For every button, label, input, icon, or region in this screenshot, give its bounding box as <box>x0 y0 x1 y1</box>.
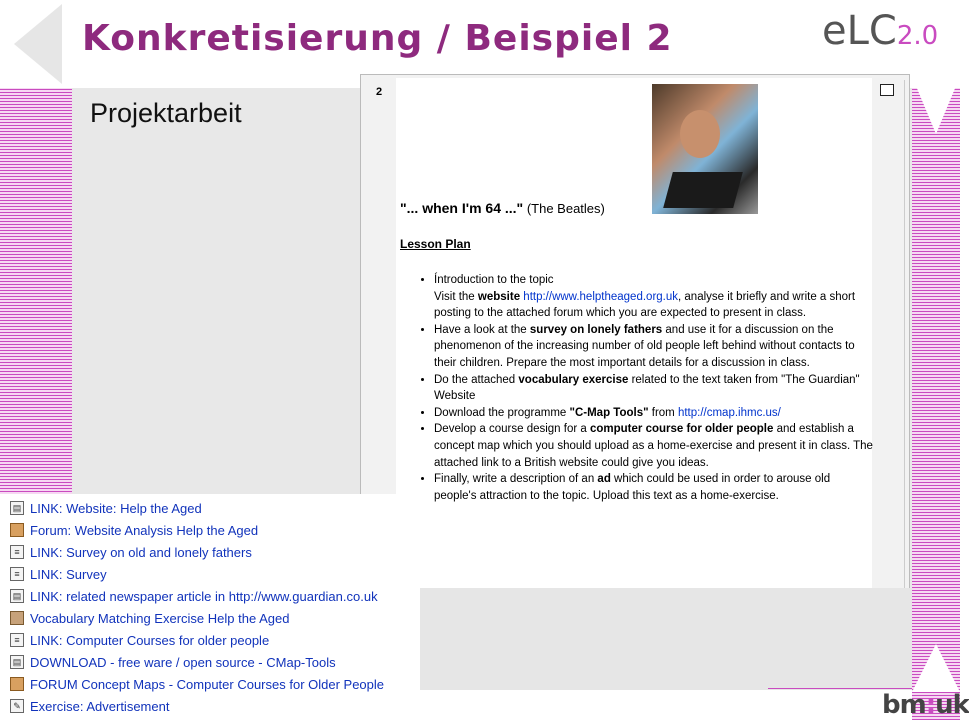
link-page-icon: ▤ <box>10 655 24 669</box>
activity-quiz[interactable]: Vocabulary Matching Exercise Help the Aged <box>10 608 289 628</box>
link-page-icon: ▤ <box>10 501 24 515</box>
text-file-icon: ≡ <box>10 567 24 581</box>
forum-icon <box>10 677 24 691</box>
activity-link[interactable]: ≡ LINK: Survey on old and lonely fathers <box>10 542 252 562</box>
activity-link[interactable]: ▤ LINK: Website: Help the Aged <box>10 498 202 518</box>
slide-title: Konkretisierung / Beispiel 2 <box>82 18 673 59</box>
accent-line <box>768 688 912 689</box>
activity-download[interactable]: ▤ DOWNLOAD - free ware / open source - CMap-Tools <box>10 652 336 672</box>
forum-icon <box>10 523 24 537</box>
topic-quote <box>400 200 605 216</box>
quiz-icon <box>10 611 24 625</box>
cmap-link[interactable]: http://cmap.ihmc.us/ <box>677 406 781 419</box>
bmuk-logo: bm:uk <box>882 690 969 720</box>
bottom-bar <box>420 690 912 720</box>
helptheaged-link[interactable]: http://www.helptheaged.org.uk <box>523 290 679 303</box>
lesson-item: • Develop a course design for a computer course for older people and establish a concept map which you should upload as a home-exercise and present it in class. The attached link to a British website could give you ideas. <box>434 421 874 471</box>
panel-divider <box>904 80 905 590</box>
lesson-item: • Finally, write a description of an ad which could be used in order to arouse old people's attraction to the topic. Upload this text as a home-exercise. <box>434 471 874 504</box>
activity-link[interactable]: ▤ LINK: related newspaper article in http://www.guardian.co.uk <box>10 586 378 606</box>
lesson-plan-heading: Lesson Plan <box>400 237 471 251</box>
activity-link[interactable]: ≡ LINK: Survey <box>10 564 107 584</box>
lesson-item: • Have a look at the survey on lonely fathers and use it for a discussion on the phenomenon of the increasing number of old people left behind without contacts to their children. Prepare the most important details for a discussion in class. <box>434 322 874 372</box>
section-toggle-checkbox[interactable] <box>880 84 894 96</box>
assignment-icon: ✎ <box>10 699 24 713</box>
activity-forum[interactable]: Forum: Website Analysis Help the Aged <box>10 520 258 540</box>
section-number: 2 <box>376 86 383 98</box>
document-icon: ≡ <box>10 545 24 559</box>
photo-laptop <box>663 172 743 208</box>
lesson-item: • Do the attached vocabulary exercise related to the text taken from "The Guardian" Website <box>434 372 874 405</box>
activity-assignment[interactable]: ✎ Exercise: Advertisement <box>10 696 169 716</box>
activity-forum[interactable]: FORUM Concept Maps - Computer Courses for Older People <box>10 674 384 694</box>
down-arrow-icon[interactable] <box>916 86 956 134</box>
logo-main: eLC <box>822 8 897 54</box>
elc-logo <box>822 8 938 54</box>
activity-link[interactable]: ≡ LINK: Computer Courses for older people <box>10 630 269 650</box>
slide-subtitle: Projektarbeit <box>90 98 242 128</box>
lesson-item: • Íntroduction to the topic Visit the website http://www.helptheaged.org.uk, analyse it briefly and write a short posting to the attached forum which you are expected to present in class. <box>434 272 874 322</box>
lesson-item: • Download the programme "C-Map Tools" from http://cmap.ihmc.us/ <box>434 405 874 422</box>
lesson-plan-list <box>418 272 874 504</box>
link-page-icon: ▤ <box>10 589 24 603</box>
quote-title: "... when I'm 64 ..." <box>400 200 524 216</box>
quote-source: (The Beatles) <box>526 201 605 216</box>
up-arrow-icon[interactable] <box>912 644 960 692</box>
photo-person <box>680 110 720 158</box>
document-icon: ≡ <box>10 633 24 647</box>
back-arrow-icon[interactable] <box>14 4 62 84</box>
logo-version: 2.0 <box>896 21 939 51</box>
activity-list <box>0 494 420 720</box>
